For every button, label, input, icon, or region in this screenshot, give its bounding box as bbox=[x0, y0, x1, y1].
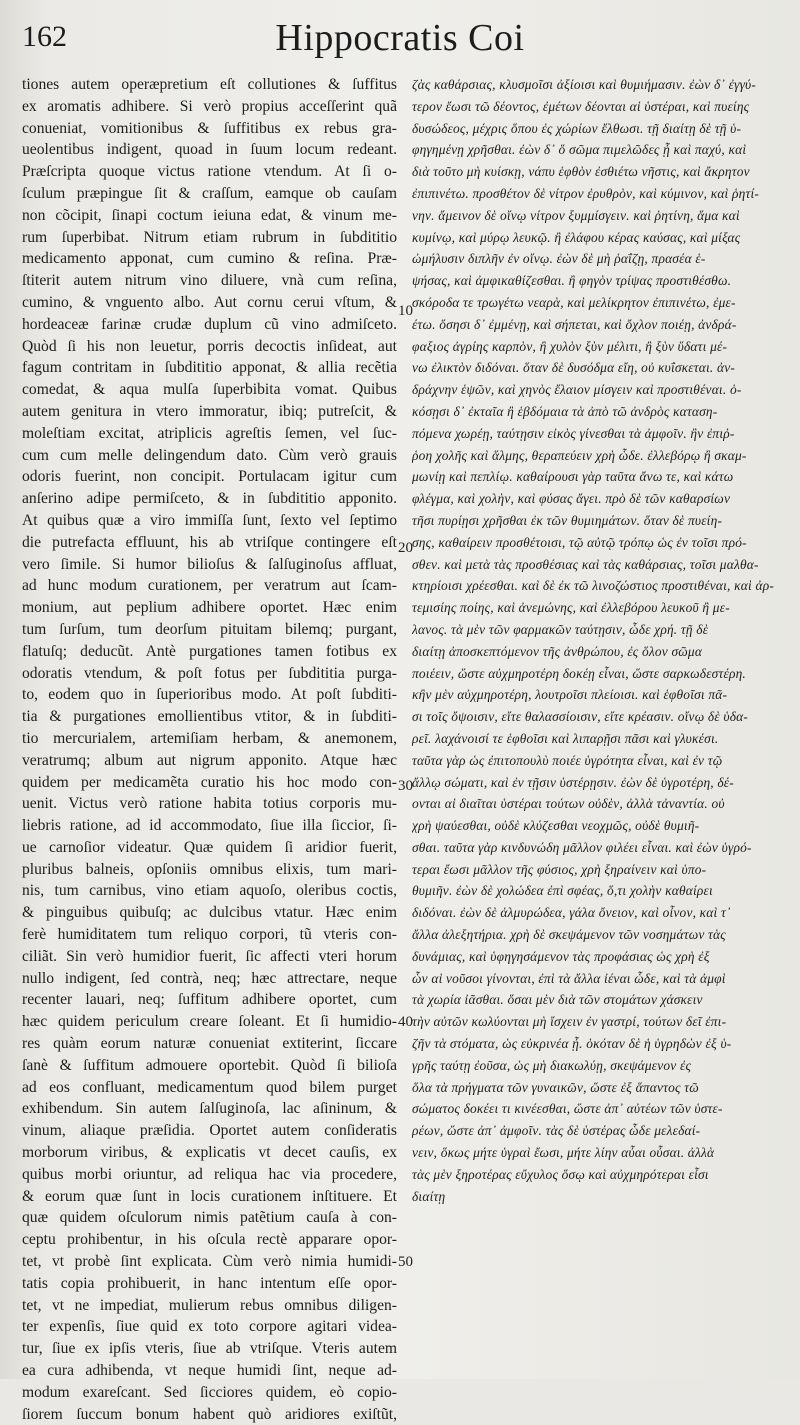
line-number-30: 30 bbox=[398, 778, 413, 794]
latin-text-line: quæ quidem oſculorum nimis patẽtium cauſa à con- bbox=[22, 1209, 397, 1227]
latin-text-line: veratrumq; album aut nigrum apponito. Atque hæc bbox=[22, 751, 397, 769]
latin-text-line: anſerino adipe permiſceto, & in ſubdititio apponito. bbox=[22, 490, 397, 508]
latin-text-line: tum ſurſum, tum deorſum pituitam bilemq; purgant, bbox=[22, 620, 397, 638]
greek-text-line: δυσώδεος, μέχρις ὅπου ἐς χώρίων ἔλθωσι. τῇ διαίτῃ δὲ τῇ ὑ- bbox=[412, 120, 742, 136]
latin-text-line: recenter lauari, neq; ſuffitum adhibere oportet, cum bbox=[22, 991, 397, 1009]
greek-text-line: κτηρίοισι χρέεσθαι. καὶ δὲ ἐκ τῶ λινοζώστιος προστιθέναι, καὶ ἀρ- bbox=[412, 578, 774, 594]
latin-text-line: tet, vt probè ſint explicata. Cùm verò nimia humidi- bbox=[22, 1253, 397, 1271]
latin-text-line: Præſcripta quoque victus ratione vtendum. At ſi o- bbox=[22, 163, 397, 181]
greek-text-line: σι τοῖς ὄψοισιν, εἴτε θαλασσίοισιν, εἴτε κρέασιν. οἴνῳ δὲ ὑδα- bbox=[412, 709, 749, 725]
latin-text-line: non cõcipit, ſinapi coctum ieiuna edat, & vinum me- bbox=[22, 206, 397, 224]
greek-text-line: τὰ χωρία ἰᾶσθαι. ὅσαι μὲν διὰ τῶν στομάτων χάσκειν bbox=[412, 992, 703, 1008]
greek-text-line: φηγημένῃ χρῆσθαι. ἐὼν δ᾽ ὅ σῶμα πιμελῶδες ᾖ καὶ παχύ, καὶ bbox=[412, 142, 747, 158]
greek-text-line: τεμισίης ποίης, καὶ ἀνεμώνης, καὶ ἐλλεβόρου λευκοῦ ἢ με- bbox=[412, 600, 730, 616]
page-header bbox=[0, 14, 800, 62]
greek-text-line: ῥοη χολῆς καὶ ἅλμης, θεραπεύειν χρὴ ὧδε. ἐλλεβόρῳ ἢ σκαμ- bbox=[412, 447, 747, 463]
latin-text-line: tiones autem operæpretium eſt collutiones & ſuffitus bbox=[22, 76, 397, 93]
latin-text-line: & pinguibus quibuſq; ac dulcibus vtatur. Hæc enim bbox=[22, 904, 397, 922]
greek-text-line: ταῦτα γὰρ ὡς ἐπιτοπουλὺ ποιέε ὑγρότητα εἶναι, καὶ ἐν τῷ bbox=[412, 752, 723, 768]
greek-text-line: ζῆν τὰ στόματα, ὡς εὐκρινέα ᾖ. ὁκόταν δὲ ἡ ὑγρηδὼν ἐξ ὑ- bbox=[412, 1036, 732, 1052]
running-title: Hippocratis Coi bbox=[275, 17, 525, 59]
latin-text-line: ueolentibus indigent, quoad in ſuum locum redeant. bbox=[22, 141, 397, 159]
latin-text-line: & eorum quæ ſunt in locis curationem inſtituere. Et bbox=[22, 1187, 397, 1205]
latin-column bbox=[22, 74, 397, 1425]
latin-text-line: ferè humiditatem tum reliquo corpori, tũ vteris con- bbox=[22, 926, 397, 944]
latin-text-line: cum cum melle delingendum dato. Cùm verò grauis bbox=[22, 446, 397, 464]
latin-text-line: morborum viribus, & explicatis vt decet cauſis, ex bbox=[22, 1144, 397, 1162]
latin-text-line: vinum, aliaque præſidia. Oportet autem conſideratis bbox=[22, 1122, 397, 1140]
greek-text-line: διδόναι. ἐὼν δὲ ἁλμυρώδεα, γάλα ὄνειον, καὶ οἶνον, καὶ τ᾽ bbox=[412, 905, 731, 921]
latin-text-line: res quàm eorum naturæ conueniat extiterint, ſiccare bbox=[22, 1035, 397, 1053]
latin-text-line: flatuſq; deducũt. Antè purgationes tamen fotibus ex bbox=[22, 642, 397, 660]
latin-text-line: ſculum præpingue ſit & craſſum, eamque ob cauſam bbox=[22, 184, 397, 202]
greek-text-line: τερον ἔωσι τῶ δέοντος, ἐμέτων δέονται αἱ ὑστέραι, καὶ πυείης bbox=[412, 98, 750, 114]
latin-text-line: nis, tum carnibus, vino etiam aquoſo, oleribus coctis, bbox=[22, 882, 397, 900]
greek-text-line: σώματος δοκέει τι κινέεσθαι, ὥστε ἀπ᾽ αὐτέων τῶν ὑστε- bbox=[412, 1101, 723, 1117]
greek-text-line: ὅλα τὰ πρήγματα τῶν γυναικῶν, ὥστε ἐξ ἅπαντος τῶ bbox=[412, 1079, 699, 1095]
latin-text-line: ciliãt. Sin verò humidior fuerit, ſic affecti vteri horum bbox=[22, 947, 397, 965]
greek-text-line: διαίτῃ ἀποσκεπτόμενον τῆς ἀνθρώπου, ἐς ὅλον σῶμα bbox=[412, 643, 703, 659]
latin-text-line: tia & purgationes emollientibus vtitor, & in ſubditi- bbox=[22, 708, 397, 726]
greek-text-line: φλέγμα, καὶ χολὴν, καὶ φύσας ἄγει. πρὸ δὲ τῶν καθαρσίων bbox=[412, 491, 731, 507]
greek-text-line: ὠμήλυσιν διπλῆν ἐν οἴνῳ. ἐὼν δὲ μὴ ῥαΐζῃ, πρασέα ἑ- bbox=[412, 251, 706, 267]
greek-text-line: μωνίῃ καὶ πεπλίῳ. καθαίρουσι γὰρ ταῦτα ἄνω τε, καὶ κάτω bbox=[412, 469, 734, 485]
latin-text-line: odoratis vtendum, & poſt fotus per ſubdititia purga- bbox=[22, 664, 397, 682]
greek-text-line: κόσῃσι δ᾽ ἐκταῖα ἢ ἑβδόμαια τὰ ἀπὸ τῶ ἀνδρὸς καταση- bbox=[412, 403, 718, 419]
line-number-20: 20 bbox=[398, 540, 413, 556]
latin-text-line: cumino, & vnguento albo. Aut cornu cerui vſtum, & bbox=[22, 293, 397, 311]
latin-text-line: tio mercurialem, artemiſiam herbam, & anemonem, bbox=[22, 729, 397, 747]
latin-text-line: hæc quidem periculum creare ſoleant. Et ſi humidio- bbox=[22, 1013, 397, 1031]
latin-text-line: tet, vt ne impediat, mulierum rebus omnibus diligen- bbox=[22, 1296, 397, 1314]
latin-text-line: exhibendum. Sin autem ſalſuginoſa, lac aſininum, & bbox=[22, 1100, 397, 1118]
greek-text-line: κυμίνῳ, καὶ μύρῳ λευκῷ. ἢ ἐλάφου κέρας καύσας, καὶ μίξας bbox=[412, 229, 741, 245]
greek-text-line: ἄλλα ἀλεξητήρια. χρὴ δὲ σκεψάμενον τῶν νοσημάτων τὰς bbox=[412, 927, 726, 943]
greek-text-line: σθεν. καὶ μετὰ τὰς προσθέσιας καὶ τὰς καθάρσιας, τοῖσι μαλθα- bbox=[412, 556, 759, 572]
greek-text-line: φαξιος ἀγρίης καρπὸν, ἢ χυλὸν ξὺν μέλιτι, ἢ ξὺν ὕδατι μέ- bbox=[412, 338, 728, 354]
line-number-40: 40 bbox=[398, 1014, 413, 1030]
greek-text-line: ἄλλῳ σώματι, καὶ ἐν τῇσιν ὑστέρῃσιν. ἐὼν δὲ ὑγροτέρη, δέ- bbox=[412, 774, 734, 790]
greek-text-line: ονται αἱ διαῖται ὑστέραι τούτων οὐδὲν, ἀλλὰ τἀναντία. οὐ bbox=[412, 796, 725, 812]
greek-text-line: ζὰς καθάρσιας, κλυσμοῖσι ἀξίοισι καὶ θυμιήμασιν. ἐὼν δ᾽ ἐγγύ- bbox=[412, 77, 757, 92]
greek-text-line: σκόροδα τε τρωγέτω νεαρὰ, καὶ μελίκρητον ἐπιπινέτω, ἐμε- bbox=[412, 294, 736, 310]
latin-text-line: medicamento apponat, cum cumino & reſina. Præ- bbox=[22, 250, 397, 268]
latin-text-line: ſtiterit autem nitrum vino diluere, vnà cum reſina, bbox=[22, 272, 397, 290]
latin-text-line: quidem per medicamẽta curatio his hoc modo con- bbox=[22, 773, 397, 791]
latin-text-line: autem genitura in vtero immoratur, ibiq; putreſcit, & bbox=[22, 402, 397, 420]
greek-text-line: θυμιῆν. ἐὼν δὲ χολώδεα ἐπὶ σφέας, ὅ,τι χολὴν καθαίρει bbox=[412, 883, 713, 899]
greek-text-line: νω ἐλικτὸν διδόναι. ὅταν δὲ δυσόδμα εἴη, οὐ κυΐσκεται. ἀν- bbox=[412, 360, 736, 376]
latin-text-line: tur, ſiue ex ipſis vteris, ſiue ab vtriſque. Vteris autem bbox=[22, 1340, 397, 1358]
latin-text-line: ter expenſis, ſiue quid ex toto corpore agitari videa- bbox=[22, 1318, 397, 1336]
latin-text-line: ue carnoſior videatur. Quæ quidem ſi aridior fuerit, bbox=[22, 838, 397, 856]
greek-text-line: πόμενα χωρέῃ, ταύτῃσιν εἰκὸς γίνεσθαι τὰ ἀμφοῖν. ἢν ἐπιῤ- bbox=[412, 425, 735, 441]
latin-text-line: hordeaceæ farinæ crudæ duplum cũ vino admiſceto. bbox=[22, 315, 397, 333]
greek-text-line: γρῆς ταύτῃ ἐοῦσα, ὡς μὴ διακωλύῃ, σκεψάμενον ἐς bbox=[412, 1057, 692, 1073]
latin-text-line: rum ſuperbibat. Nitrum etiam rubrum in ſubdititio bbox=[22, 228, 397, 246]
latin-text-line: ceptu prohibentur, in his oſcula rectè apparare opor- bbox=[22, 1231, 397, 1249]
greek-column bbox=[412, 74, 787, 1207]
greek-text-line: ρεῖ. λαχάνοισί τε ἑφθοῖσι καὶ λιπαρῇσι πᾶσι καὶ γλυκέσι. bbox=[412, 730, 719, 746]
latin-text-line: liebris ratione, ad id accommodato, ſiue illa ſiccior, ſi- bbox=[22, 817, 397, 835]
greek-text-line: δράχνην ἑψῶν, καὶ χηνὸς ἔλαιον μίσγειν καὶ προστιθέναι. ὁ- bbox=[412, 382, 742, 398]
greek-text-line: νην. ἄμεινον δὲ οἴνῳ νίτρον ξυμμίσγειν. καὶ ῥητίνη, ἅμα καὶ bbox=[412, 207, 740, 223]
latin-text-line: monium, aut peplium adhibere oportet. Hæc enim bbox=[22, 599, 397, 617]
greek-text-line: λανος. τὰ μὲν τῶν φαρμακῶν ταύτῃσιν, ὧδε χρή. τῇ δὲ bbox=[412, 621, 709, 637]
latin-text-line: fagum contritam in ſubdititio apponat, & allia recẽtia bbox=[22, 359, 397, 377]
latin-text-line: conueniat, vomitionibus & ſuffitibus ex rebus gra- bbox=[22, 119, 397, 137]
greek-text-line: ἐπιπινέτω. προσθέτον δὲ νίτρον ἐρυθρὸν, καὶ κύμινον, καὶ ῥητί- bbox=[412, 185, 760, 201]
latin-text-line: modum exareſcant. Sed ſicciores quidem, eò copio- bbox=[22, 1383, 397, 1401]
latin-text-line: vero ſimile. Si humor bilioſus & ſalſuginoſus affluat, bbox=[22, 555, 397, 573]
latin-text-line: ſanè & ſuffitum admouere oportebit. Quòd ſi bilioſa bbox=[22, 1056, 397, 1074]
greek-text-line: χρὴ ψαύεσθαι, οὐδὲ κλύζεσθαι νεοχμῶς, οὐδὲ θυμιῆ- bbox=[412, 818, 700, 834]
latin-text-line: ea cura adhibenda, vt neque humidi ſint, neque ad- bbox=[22, 1362, 397, 1380]
page-number: 162 bbox=[22, 20, 67, 53]
latin-text-line: odoris fuerint, non concipit. Portulacam igitur cum bbox=[22, 468, 397, 486]
latin-text-line: comedat, & aqua mulſa ſuperbibita vomat. Quibus bbox=[22, 381, 397, 399]
greek-text-line: ρέων, ὥστε ἀπ᾽ ἀμφοῖν. τὰς δὲ ὑστέρας ὧδε μελεδαί- bbox=[412, 1123, 701, 1139]
greek-text-line: διὰ τοῦτο μὴ κυίσκῃ, νάπυ ἑφθὸν ἐσθιέτω νῆστις, καὶ ἄκρητον bbox=[412, 164, 750, 180]
greek-text-line: ὧν αἱ νοῦσοι γίνονται, ἐπὶ τὰ ἄλλα ἰέναι ὧδε, καὶ τὰ ἀμφὶ bbox=[412, 970, 726, 986]
greek-text-line: διαίτῃ bbox=[412, 1188, 446, 1204]
greek-text-line: κἢν μὲν αὐχμηροτέρη, λουτροῖσι πλείοισι. καὶ ἑφθοῖσι πᾶ- bbox=[412, 687, 728, 703]
latin-text-line: nullo indigent, ſed contrà, neq; hæc attrectare, neque bbox=[22, 969, 397, 987]
latin-text-line: die putrefacta effluunt, his ab vtriſque contingere eſt bbox=[22, 533, 397, 551]
latin-text-line: ad eos confluant, medicamentum quod bilem purget bbox=[22, 1078, 397, 1096]
latin-text-line: uenit. Victus verò ratione habita totius corporis mu- bbox=[22, 795, 397, 813]
greek-text-line: σης, καθαίρειν προσθέτοισι, τῷ αὐτῷ τρόπῳ ὡς ἐν τοῖσι πρό- bbox=[412, 534, 747, 550]
latin-text-line: ad hunc modum curationem, per veratrum aut ſcam- bbox=[22, 577, 397, 595]
latin-text-line: to, eodem quo in ſuperioribus modo. At poſt ſubditi- bbox=[22, 686, 397, 704]
greek-text-line: σθαι. ταῦτα γὰρ κινδυνώδη μᾶλλον φιλέει εἶναι. καὶ ἐὼν ὑγρό- bbox=[412, 839, 752, 855]
latin-text-line: pluribus balneis, opſoniis omnibus elixis, tum mari- bbox=[22, 860, 397, 878]
latin-text-line: tatis copia prohibuerit, in hanc intentum eſſe opor- bbox=[22, 1274, 397, 1292]
greek-text-line: δυνάμιας, καὶ ὑφηγησάμενον τὰς προφάσιας ὡς χρὴ ἐξ bbox=[412, 948, 710, 964]
latin-text-line: ſiorem ſuccum bonum habent quò aridiores exiſtũt, bbox=[22, 1405, 397, 1423]
latin-text-line: At quibus quæ a viro immiſſa ſunt, ſexto vel ſeptimo bbox=[22, 511, 397, 529]
greek-text-line: τὰς μὲν ξηροτέρας εὔχυλος ὅσῳ καὶ αὐχμηρότεραι εἶσι bbox=[412, 1166, 709, 1182]
greek-text-line: ποιέειν, ὥστε αὐχμηροτέρη δοκέῃ εἶναι, ὥστε σαρκωδεστέρη. bbox=[412, 665, 746, 681]
greek-text-line: τὴν αὐτῶν κωλύονται μὴ ἴσχειν ἐν γαστρί, τούτων δεῖ ἐπι- bbox=[412, 1014, 727, 1030]
greek-text-line: ψήσας, καὶ ἀμφικαθίζεσθαι. ἢ φηγὸν τρίψας προστιθέσθω. bbox=[412, 273, 732, 289]
line-number-10: 10 bbox=[398, 303, 413, 319]
latin-text-line: moleſtiam excitat, atriplicis agreſtis ſemen, vel ſuc- bbox=[22, 424, 397, 442]
latin-text-line: ex aromatis adhibere. Si verò propius acceſſerint quã bbox=[22, 97, 397, 115]
greek-text-line: έτω. ὅσησι δ᾽ ἐμμένῃ, καὶ σήπεται, καὶ ὄχλον ποιέῃ, ἀνδρά- bbox=[412, 316, 737, 332]
latin-text-line: Quòd ſi his non leuetur, porris decoctis inſideat, aut bbox=[22, 337, 397, 355]
greek-text-line: τεραι ἔωσι μᾶλλον τῆς φύσιος, χρὴ ξηραίνειν καὶ ὑπο- bbox=[412, 861, 707, 877]
line-number-50: 50 bbox=[398, 1254, 413, 1270]
latin-text-line: quibus morbi oriuntur, ad reliqua hac via procedere, bbox=[22, 1165, 397, 1183]
greek-text-line: νειν, ὅκως μήτε ὑγραὶ ἔωσι, μήτε λίην αὖαι οὖσαι. ἀλλὰ bbox=[412, 1145, 715, 1161]
greek-text-line: τῆσι πυρίῃσι χρῆσθαι ἐκ τῶν θυμιημάτων. ὅταν δὲ πυείη- bbox=[412, 512, 723, 528]
